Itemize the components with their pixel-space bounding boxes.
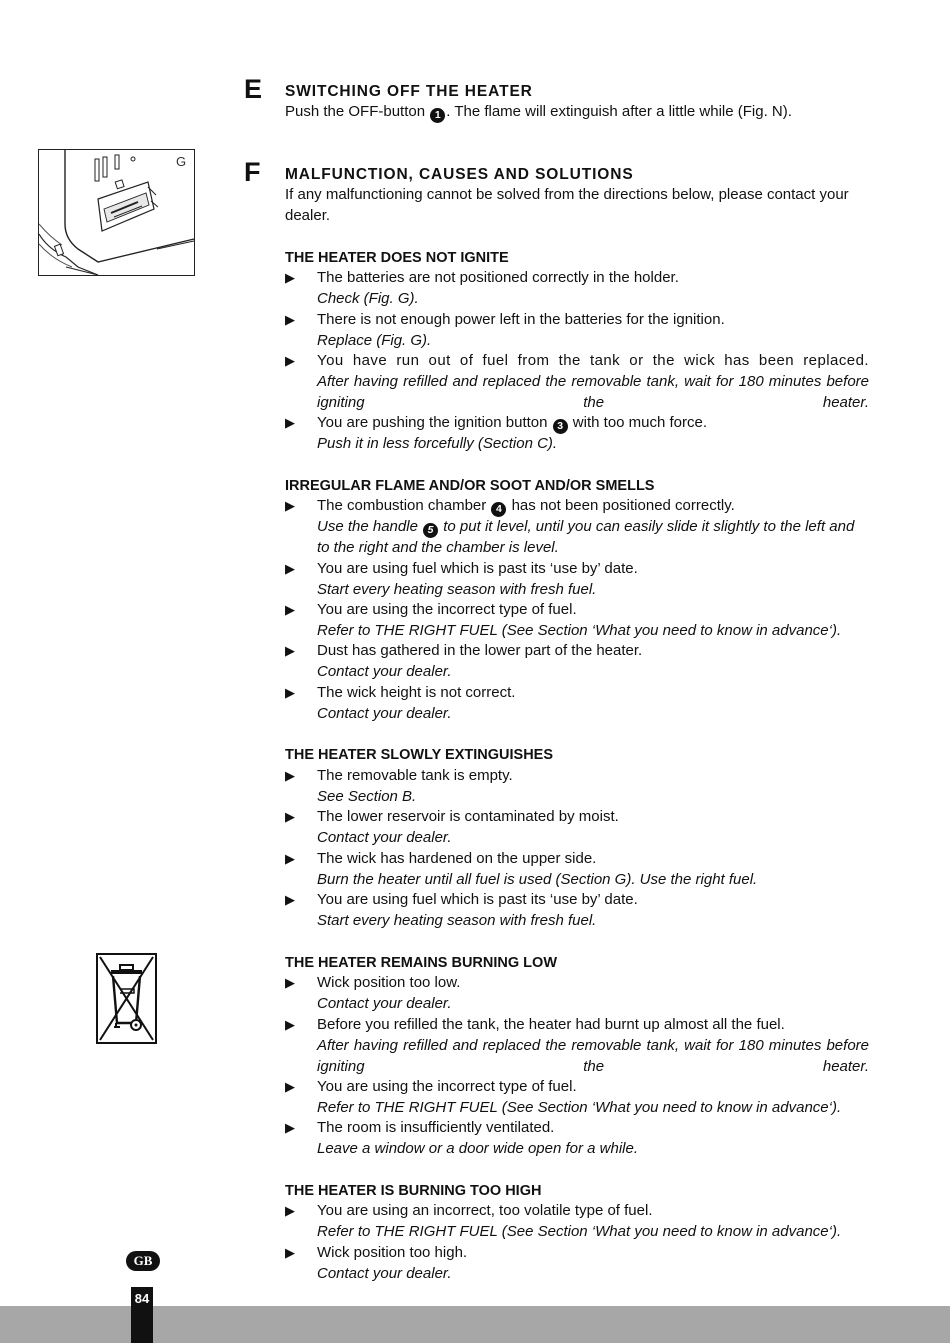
list-item [285, 641, 869, 683]
list-item [285, 1243, 869, 1285]
remedy-text [317, 517, 869, 559]
bullet-arrow-icon: ▶ [285, 1120, 295, 1135]
cause-text: You are using an incorrect, too volatile type of fuel. [317, 1202, 653, 1219]
bullet-arrow-icon: ▶ [285, 892, 295, 907]
list-item [285, 766, 869, 808]
figure-g-label: G [176, 154, 187, 169]
page-number: 84 [134, 1291, 150, 1306]
combustion-chamber-number: 4 [491, 502, 506, 517]
remedy-text: Start every heating season with fresh fuel. [317, 580, 597, 598]
bullet-arrow-icon: ▶ [285, 561, 295, 576]
bullet-arrow-icon: ▶ [285, 851, 295, 866]
cause-text: The removable tank is empty. [317, 767, 513, 784]
cause-text: Before you refilled the tank, the heater had burnt up almost all the fuel. [317, 1016, 785, 1033]
bullet-arrow-icon: ▶ [285, 270, 295, 285]
section-f-title: MALFUNCTION, CAUSES AND SOLUTIONS [285, 166, 634, 183]
off-button-number: 1 [430, 108, 445, 123]
cause-text: The batteries are not positioned correctly in the holder. [317, 269, 679, 286]
list-item [285, 890, 869, 932]
cause-text-after: with too much force. [568, 414, 708, 431]
bullet-arrow-icon: ▶ [285, 498, 295, 513]
remedy-text-after: to put it level, until you can easily slide it slightly to the left and to the right and the chamber is level. [317, 518, 855, 556]
section-e-letter: E [244, 74, 263, 104]
bullet-arrow-icon: ▶ [285, 975, 295, 990]
list-item [285, 559, 869, 601]
remedy-text: Leave a window or a door wide open for a while. [317, 1139, 639, 1157]
cause-text: Dust has gathered in the lower part of the heater. [317, 642, 643, 659]
bullet-arrow-icon: ▶ [285, 312, 295, 327]
list-item [285, 268, 869, 310]
remedy-text-before: Use the handle [317, 518, 423, 535]
cause-text: The wick height is not correct. [317, 684, 516, 701]
handle-number: 5 [423, 523, 438, 538]
list-item [285, 849, 869, 891]
bullet-arrow-icon: ▶ [285, 353, 295, 368]
remedy-text: Refer to THE RIGHT FUEL (See Section ‘What you need to know in advance‘). [317, 1098, 842, 1116]
cause-text: Wick position too high. [317, 1244, 468, 1261]
ignition-button-number: 3 [553, 419, 568, 434]
bullet-arrow-icon: ▶ [285, 809, 295, 824]
bullet-arrow-icon: ▶ [285, 1017, 295, 1032]
bullet-arrow-icon: ▶ [285, 1245, 295, 1260]
section-e-text-after: . The flame will extinguish after a little while (Fig. N). [446, 103, 792, 120]
figure-g [38, 149, 195, 276]
list-item [285, 807, 869, 849]
group-heading-not-ignite: THE HEATER DOES NOT IGNITE [285, 250, 509, 266]
list-item [285, 1077, 869, 1119]
remedy-text: Check (Fig. G). [317, 289, 419, 307]
cause-text: You have run out of fuel from the tank or the wick has been replaced. [317, 352, 869, 369]
weee-crossed-bin-icon [96, 953, 157, 1044]
section-f-intro: If any malfunctioning cannot be solved from the directions below, please contact your dealer. [285, 186, 849, 224]
list-item [285, 310, 869, 352]
cause-text: You are using the incorrect type of fuel. [317, 1078, 577, 1095]
remedy-text: Contact your dealer. [317, 662, 452, 680]
cause-text [317, 496, 869, 517]
cause-text: The room is insufficiently ventilated. [317, 1119, 555, 1136]
heater-battery-illustration [38, 149, 195, 276]
remedy-text: Push it in less forcefully (Section C). [317, 435, 558, 452]
remedy-text: After having refilled and replaced the removable tank, wait for 180 minutes before igniting the heater. [317, 1036, 869, 1075]
list-item [285, 351, 869, 413]
bullet-arrow-icon: ▶ [285, 643, 295, 658]
bullet-arrow-icon: ▶ [285, 415, 295, 430]
bullet-arrow-icon: ▶ [285, 1079, 295, 1094]
group-heading-irregular-flame: IRREGULAR FLAME AND/OR SOOT AND/OR SMELLS [285, 478, 655, 494]
list-item [285, 496, 869, 559]
list-item [285, 683, 869, 725]
remedy-text: Replace (Fig. G). [317, 331, 432, 349]
remedy-text: Burn the heater until all fuel is used (Section G). Use the right fuel. [317, 870, 758, 888]
remedy-text: Start every heating season with fresh fuel. [317, 911, 597, 929]
remedy-text: Contact your dealer. [317, 1264, 452, 1282]
section-e-text [285, 102, 869, 123]
list-item [285, 1015, 869, 1077]
list-item [285, 413, 869, 455]
group-heading-burning-low: THE HEATER REMAINS BURNING LOW [285, 955, 558, 971]
remedy-text: Contact your dealer. [317, 994, 452, 1012]
bullet-arrow-icon: ▶ [285, 685, 295, 700]
remedy-text: After having refilled and replaced the removable tank, wait for 180 minutes before igniting the heater. [317, 372, 869, 411]
bullet-arrow-icon: ▶ [285, 1203, 295, 1218]
cause-text-before: You are pushing the ignition button [317, 414, 552, 431]
remedy-text: Refer to THE RIGHT FUEL (See Section ‘What you need to know in advance‘). [317, 1222, 842, 1240]
group-heading-slowly-extinguishes: THE HEATER SLOWLY EXTINGUISHES [285, 747, 554, 763]
cause-text-before: The combustion chamber [317, 497, 491, 514]
bullet-arrow-icon: ▶ [285, 768, 295, 783]
remedy-text: See Section B. [317, 787, 417, 805]
cause-text-after: has not been positioned correctly. [507, 497, 735, 514]
cause-text: There is not enough power left in the batteries for the ignition. [317, 311, 725, 328]
remedy-text: Contact your dealer. [317, 828, 452, 846]
cause-text [317, 413, 869, 434]
remedy-text: Refer to THE RIGHT FUEL (See Section ‘What you need to know in advance‘). [317, 621, 842, 639]
section-e-title: SWITCHING OFF THE HEATER [285, 83, 533, 100]
cause-text: The lower reservoir is contaminated by moist. [317, 808, 619, 825]
cause-text: Wick position too low. [317, 974, 461, 991]
cause-text: You are using fuel which is past its ‘use by’ date. [317, 560, 638, 577]
cause-text: You are using fuel which is past its ‘use by’ date. [317, 891, 638, 908]
section-f-letter: F [244, 157, 261, 187]
group-heading-burning-too-high: THE HEATER IS BURNING TOO HIGH [285, 1183, 542, 1199]
list-item [285, 1118, 869, 1160]
cause-text: The wick has hardened on the upper side. [317, 850, 597, 867]
cause-text: You are using the incorrect type of fuel. [317, 601, 577, 618]
remedy-text: Contact your dealer. [317, 704, 452, 722]
bullet-arrow-icon: ▶ [285, 602, 295, 617]
language-badge: GB [126, 1251, 160, 1271]
list-item [285, 600, 869, 642]
section-e-text-before: Push the OFF-button [285, 103, 430, 120]
list-item [285, 973, 869, 1015]
list-item [285, 1201, 869, 1243]
